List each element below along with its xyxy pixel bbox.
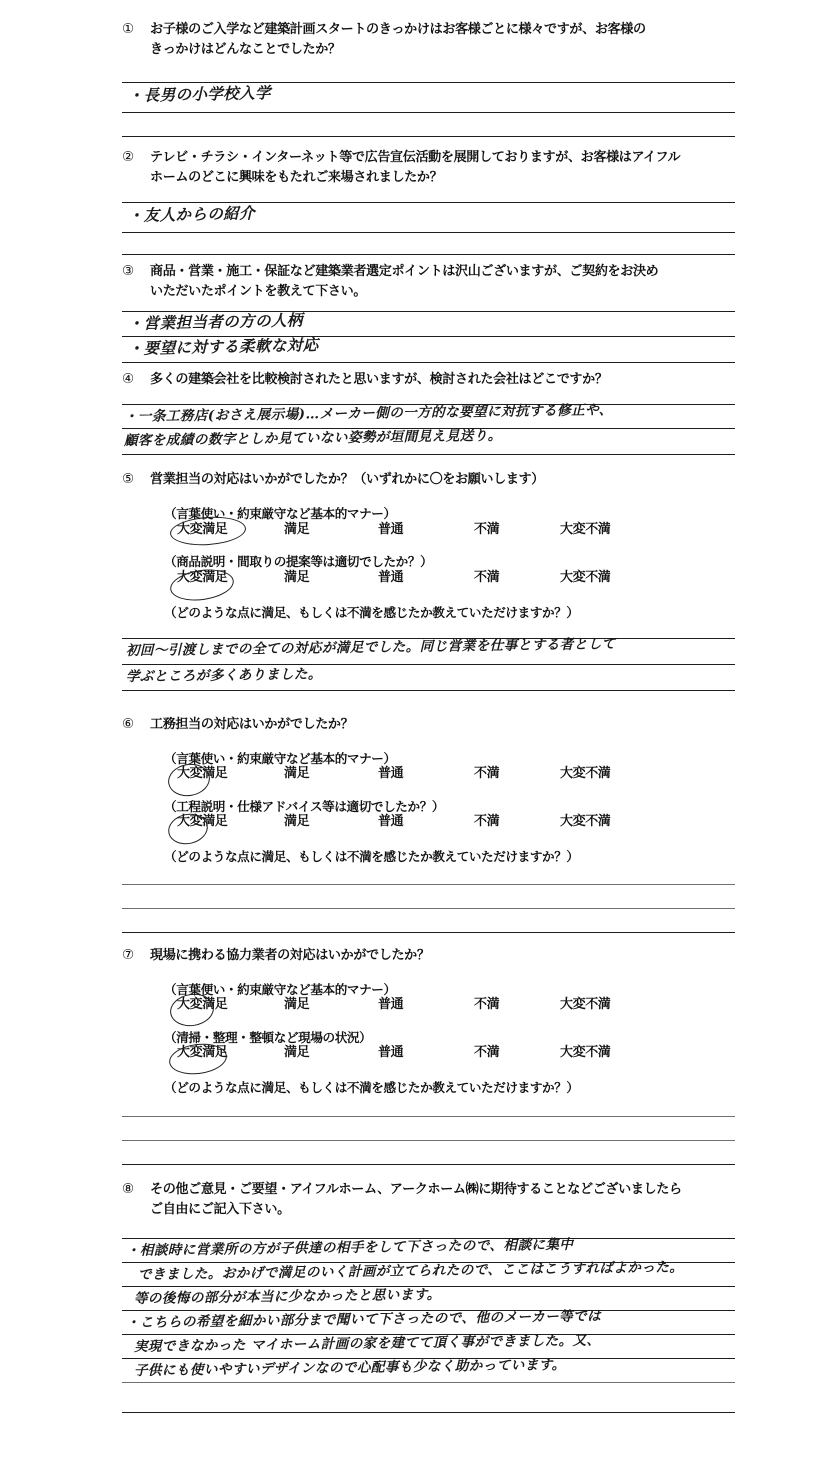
rating-option-very-dissatisfied[interactable]: 大変不満 [560,766,611,781]
answer-line [122,1140,735,1141]
question-7-scale-2 [122,1043,735,1065]
question-3-text-line2: いただいたポイントを教えて下さい。 [150,283,367,299]
question-1-text-line1: お子様のご入学など建築計画スタートのきっかけはお客様ごとに様々ですが、お客様の [150,22,646,37]
rating-option-very-dissatisfied[interactable]: 大変不満 [560,1045,611,1060]
question-2-text [150,148,729,187]
question-5-number: ⑤ [122,471,134,487]
question-5-sublabel-2: （商品説明・間取りの提案等は適切でしたか？） [164,554,433,569]
answer-line [122,884,735,885]
question-7-sublabel-2: （清掃・整理・整頓など現場の状況） [164,1030,372,1045]
question-4-number: ④ [122,371,134,387]
question-1-number: ① [122,21,134,37]
rating-option-average[interactable]: 普通 [378,997,404,1012]
rating-option-very-satisfied[interactable]: 大変満足 [177,1045,228,1060]
answer-line [122,690,735,691]
question-2-text-line2: ホームのどこに興味をもたれご来場されましたか？ [150,169,443,185]
question-6-free-prompt: （どのような点に満足、もしくは不満を感じたか教えていただけますか？） [164,849,579,864]
question-4-answer-2: 顧客を成績の数字としか見ていない姿勢が垣間見え見送り。 [123,427,502,449]
rating-option-very-dissatisfied[interactable]: 大変不満 [560,997,611,1012]
rating-option-very-satisfied[interactable]: 大変満足 [177,997,228,1012]
question-4-text [150,370,729,390]
question-3-number: ③ [122,263,134,279]
question-6-text [150,715,729,735]
question-6 [122,715,735,735]
question-8-answer-2: できました。おかげで満足のいく計画が立てられたので、ここはこうすればよかった。 [137,1259,684,1283]
question-7-free-prompt: （どのような点に満足、もしくは不満を感じたか教えていただけますか？） [164,1080,579,1095]
question-5-text-line1: 営業担当の対応はいかがでしたか？（いずれかに〇をお願いします） [150,472,544,487]
question-5-text [150,470,729,490]
rating-option-satisfied[interactable]: 満足 [284,570,310,585]
rating-option-satisfied[interactable]: 満足 [284,766,310,781]
answer-line [122,254,735,255]
rating-option-dissatisfied[interactable]: 不満 [474,1045,500,1060]
rating-option-very-satisfied[interactable]: 大変満足 [177,766,228,781]
rating-option-satisfied[interactable]: 満足 [284,1045,310,1060]
answer-line [122,1116,735,1117]
question-3-text-line1: 商品・営業・施工・保証など建築業者選定ポイントは沢山ございますが、ご契約をお決め [150,264,659,279]
question-8-text [150,1180,729,1219]
rating-option-dissatisfied[interactable]: 不満 [474,814,500,829]
rating-option-dissatisfied[interactable]: 不満 [474,997,500,1012]
question-6-sublabel-2: （工程説明・仕様アドバイス等は適切でしたか？） [164,799,445,814]
answer-line [122,932,735,933]
question-6-scale-2 [122,812,735,834]
question-4 [122,370,735,390]
question-5-scale-2 [122,568,735,590]
answer-line [122,1382,735,1383]
question-2-number: ② [122,149,134,165]
question-8 [122,1180,735,1219]
survey-sheet [122,0,735,1480]
answer-line [122,136,735,137]
question-5-answer-2: 学ぶところが多くありました。 [125,666,322,685]
rating-option-average[interactable]: 普通 [378,766,404,781]
rating-option-satisfied[interactable]: 満足 [284,814,310,829]
question-6-number: ⑥ [122,716,134,732]
question-3-answer-1: ・営業担当者の方の人柄 [127,310,303,334]
question-2 [122,148,735,187]
answer-line [122,454,735,455]
rating-option-dissatisfied[interactable]: 不満 [474,766,500,781]
question-5 [122,470,735,490]
question-6-scale-1 [122,764,735,786]
question-7-text-line1: 現場に携わる協力業者の対応はいかがでしたか？ [150,948,430,963]
answer-line [122,1164,735,1165]
question-7-scale-1 [122,995,735,1017]
question-1-text [150,20,729,59]
question-8-answer-1: ・相談時に営業所の方が子供達の相手をして下さったので、相談に集中 [125,1236,574,1259]
question-3-answer-2: ・要望に対する柔軟な対応 [127,335,319,359]
question-8-answer-3: 等の後悔の部分が本当に少なかったと思います。 [133,1286,441,1307]
rating-option-very-satisfied[interactable]: 大変満足 [177,814,228,829]
question-5-answer-1: 初回〜引渡しまでの全ての対応が満足でした。同じ営業を仕事とする者として [125,636,616,659]
rating-option-very-satisfied[interactable]: 大変満足 [177,522,228,537]
question-8-text-line1: その他ご意見・ご要望・アイフルホーム、アークホーム㈱に期待することなどございましたら [150,1182,682,1197]
question-5-free-prompt: （どのような点に満足、もしくは不満を感じたか教えていただけますか？） [164,605,579,620]
question-8-answer-5: 実現できなかった マイホーム計画の家を建てて頂く事ができました。又、 [133,1332,601,1355]
question-7-text [150,946,729,966]
question-6-sublabel-1: （言葉使い・約束厳守など基本的マナー） [164,751,396,766]
rating-option-satisfied[interactable]: 満足 [284,522,310,537]
answer-line [122,232,735,233]
question-7-number: ⑦ [122,947,134,963]
rating-option-average[interactable]: 普通 [378,570,404,585]
rating-option-very-dissatisfied[interactable]: 大変不満 [560,814,611,829]
question-6-text-line1: 工務担当の対応はいかがでしたか？ [150,717,354,732]
question-7-sublabel-1: （言葉便い・約束厳守など基本的マナー） [164,982,396,997]
question-2-text-line1: テレビ・チラシ・インターネット等で広告宣伝活動を展開しておりますが、お客様はアイフル [150,150,681,165]
question-8-text-line2: ご自由にご記入下さい。 [150,1201,290,1217]
question-4-text-line1: 多くの建築会社を比較検討されたと思いますが、検討された会社はどこですか？ [150,372,608,387]
question-8-number: ⑧ [122,1181,134,1197]
rating-option-very-satisfied[interactable]: 大変満足 [177,570,228,585]
rating-option-satisfied[interactable]: 満足 [284,997,310,1012]
question-1-text-line2: きっかけはどんなことでしたか？ [150,41,341,57]
question-7 [122,946,735,966]
rating-option-very-dissatisfied[interactable]: 大変不満 [560,570,611,585]
answer-line [122,112,735,113]
question-8-answer-6: 子供にも使いやすいデザインなので心配事も少なく助かっています。 [133,1356,566,1379]
question-8-answer-4: ・こちらの希望を細かい部分まで聞いて下さったので、他のメーカー等では [125,1308,602,1331]
question-4-answer-1: ・一条工務店(おさえ展示場)…メーカー側の一方的な要望に対抗する修正や、 [123,402,613,425]
answer-line [122,362,735,363]
answer-line [122,908,735,909]
question-5-sublabel-1: （言葉使い・約束厳守など基本的マナー） [164,506,396,521]
question-1 [122,20,735,59]
question-3-text [150,262,729,301]
question-1-answer-1: ・長男の小学校入学 [127,83,272,106]
rating-option-dissatisfied[interactable]: 不満 [474,522,500,537]
rating-option-very-dissatisfied[interactable]: 大変不満 [560,522,611,537]
question-3 [122,262,735,301]
answer-line [122,1412,735,1413]
question-2-answer-1: ・友人からの紹介 [127,203,256,226]
rating-option-average[interactable]: 普通 [378,814,404,829]
question-5-scale-1 [122,520,735,542]
rating-option-average[interactable]: 普通 [378,522,404,537]
rating-option-dissatisfied[interactable]: 不満 [474,570,500,585]
rating-option-average[interactable]: 普通 [378,1045,404,1060]
